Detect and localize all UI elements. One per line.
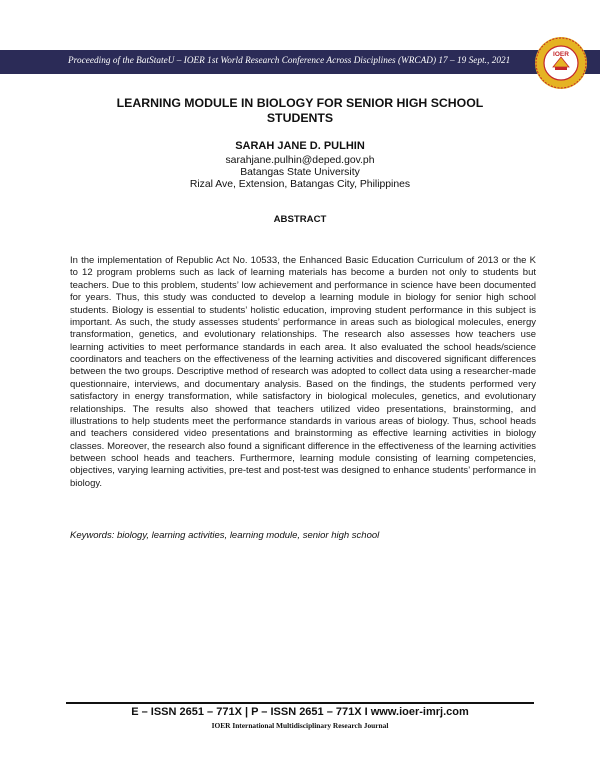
running-head: Proceeding of the BatStateU – IOER 1st World Research Conference Across Disciplines (WRCAD) 17 – 19 Sept., 2021 <box>68 55 511 65</box>
author-affiliation: Batangas State University <box>240 167 360 178</box>
abstract-heading: ABSTRACT <box>273 214 327 225</box>
author-address: Rizal Ave, Extension, Batangas City, Philippines <box>189 179 411 190</box>
footer-journal: IOER International Multidisciplinary Research Journal <box>211 721 389 730</box>
title-line-1: LEARNING MODULE IN BIOLOGY FOR SENIOR HIGH SCHOOL <box>116 96 484 110</box>
keywords: Keywords: biology, learning activities, learning module, senior high school <box>70 530 380 541</box>
author-name: SARAH JANE D. PULHIN <box>235 140 365 152</box>
footer-rule <box>66 702 534 704</box>
title-line-2: STUDENTS <box>266 111 334 125</box>
paper-title <box>60 96 540 126</box>
footer-issn: E – ISSN 2651 – 771X | P – ISSN 2651 – 771X I www.ioer-imrj.com <box>131 706 469 718</box>
author-email: sarahjane.pulhin@deped.gov.ph <box>225 155 375 166</box>
abstract-text: In the implementation of Republic Act No. 10533, the Enhanced Basic Education Curriculum of 2013 or the K to 12 program problems such as lack of learning materials has become a burden not only to students but teachers. Due to this problem, students’ low achievement and performance in science have been documented for years. Thus, this study was conducted to develop a learning module in biology for senior high school students. Biology is essential to students’ holistic education, improving student performance in this subject is important. As such, the study assesses students’ performance in areas such as biological molecules, energy transformation, genetics, and evolutionary relationships. The research also assesses how teachers use learning activities to meet performance standards in each area. It also evaluated the school heads/science coordinators and teachers on the effectiveness of the learning activities and discovered significant differences between the two groups. Descriptive method of research was adopted to collect data using a researcher-made questionnaire, interviews, and documentary analysis. Based on the findings, the students performed very satisfactory in energy transformation, while satisfactory in biological molecules, genetics, and evolutionary relationships. The results also showed that teachers utilized video presentations, brainstorming, and illustrations to help students meet the performance standards in various areas of biology. Thus, school heads and teachers considered video presentations and brainstorming as effective learning activities in biology classes. Moreover, the research also found a significant difference in the effectiveness of the learning activities between school heads and teachers. Furthermore, learning module consisting of learning competencies, objectives, varying learning activities, pre-test and post-test was designed to enhance students’ performance in biology. <box>70 255 536 489</box>
logo-text: IOER <box>553 51 569 58</box>
ioer-logo <box>534 36 588 90</box>
